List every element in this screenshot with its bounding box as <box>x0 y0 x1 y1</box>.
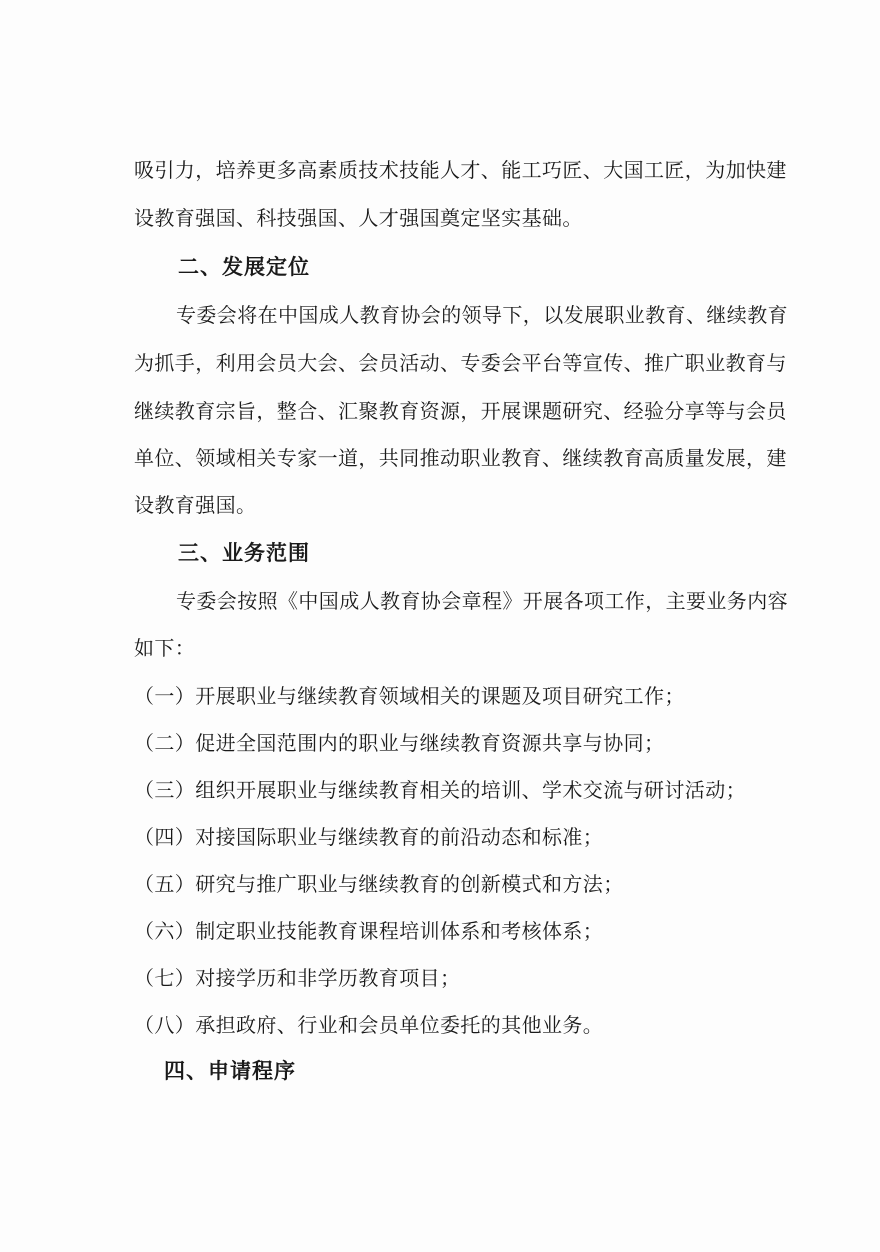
paragraph-line: 吸引力，培养更多高素质技术技能人才、能工巧匠、大国工匠，为加快建 <box>134 158 787 182</box>
list-item: （二）促进全国范围内的职业与继续教育资源共享与协同； <box>134 731 665 755</box>
paragraph-line: 为抓手，利用会员大会、会员活动、专委会平台等宣传、推广职业教育与 <box>134 351 787 375</box>
paragraph-line: 继续教育宗旨，整合、汇聚教育资源，开展课题研究、经验分享等与会员 <box>134 399 787 423</box>
section-heading-development-positioning: 二、发展定位 <box>178 255 310 279</box>
list-item: （六）制定职业技能教育课程培训体系和考核体系； <box>134 919 604 943</box>
list-item: （五）研究与推广职业与继续教育的创新模式和方法； <box>134 872 624 896</box>
list-item: （七）对接学历和非学历教育项目； <box>134 966 461 990</box>
paragraph-line: 专委会按照《中国成人教育协会章程》开展各项工作，主要业务内容 <box>176 589 788 613</box>
paragraph-line: 设教育强国、科技强国、人才强国奠定坚实基础。 <box>134 206 583 230</box>
list-item: （四）对接国际职业与继续教育的前沿动态和标准； <box>134 825 604 849</box>
paragraph-line: 设教育强国。 <box>134 493 257 517</box>
section-heading-application-procedure: 四、申请程序 <box>164 1059 296 1083</box>
list-item: （三）组织开展职业与继续教育相关的培训、学术交流与研讨活动； <box>134 778 746 802</box>
list-item: （一）开展职业与继续教育领域相关的课题及项目研究工作； <box>134 684 685 708</box>
paragraph-line: 单位、领域相关专家一道，共同推动职业教育、继续教育高质量发展，建 <box>134 446 787 470</box>
paragraph-line: 专委会将在中国成人教育协会的领导下，以发展职业教育、继续教育 <box>176 303 788 327</box>
section-heading-business-scope: 三、业务范围 <box>178 541 310 565</box>
paragraph-line: 如下： <box>134 636 196 660</box>
list-item: （八）承担政府、行业和会员单位委托的其他业务。 <box>134 1013 604 1037</box>
